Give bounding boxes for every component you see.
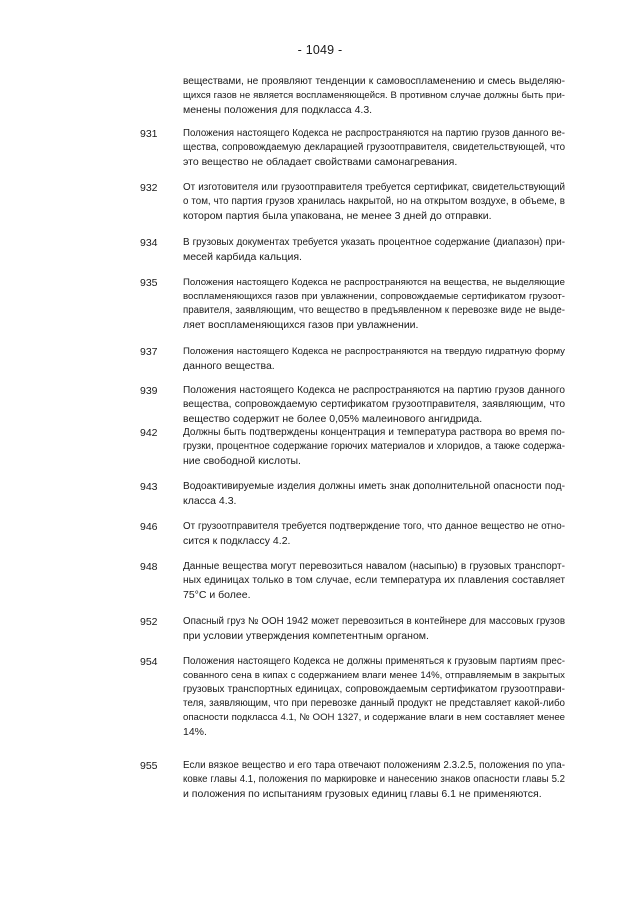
provision-number: 935 <box>140 277 158 289</box>
text-line: От грузоотправителя требуется подтверждение того, что данное вещество не отно- <box>183 521 565 532</box>
provision-text <box>183 560 565 602</box>
text-line: и положения по испытаниям грузовых единиц главы 6.1 не применяются. <box>183 788 542 800</box>
text-line: щества, сопровождаемую декларацией грузоотправителя, свидетельствующей, что <box>183 142 565 153</box>
provision-number: 946 <box>140 521 158 533</box>
text-line: Положения настоящего Кодекса не распространяются на партию грузов данного ве- <box>183 128 565 139</box>
provision-text <box>183 276 565 332</box>
provision-number: 931 <box>140 128 158 140</box>
text-line: грузовых транспортных единицах, сопровождаемым сертификатом грузоотправи- <box>183 684 565 695</box>
page-number: - 1049 - <box>297 43 343 57</box>
provision-number: 942 <box>140 427 158 439</box>
text-line: Должны быть подтверждены концентрация и температура раствора во время по- <box>183 427 565 438</box>
provision-number: 937 <box>140 346 158 358</box>
text-line: ковке главы 4.1, положения по маркировке и нанесению знаков опасности главы 5.2 <box>183 774 565 785</box>
text-line: менены положения для подкласса 4.3. <box>183 104 373 116</box>
provision-text <box>183 480 565 508</box>
provision-text <box>183 127 565 169</box>
text-line: о том, что партия грузов хранилась накрытой, но на открытом воздухе, в объеме, в <box>183 196 565 207</box>
text-line: щихся газов не является воспламеняющейся. В противном случае должны быть при- <box>183 90 565 101</box>
text-line: сится к подклассу 4.2. <box>183 535 291 547</box>
text-line: Опасный груз № ООН 1942 может перевозиться в контейнере для массовых грузов <box>183 616 565 627</box>
provision-text <box>183 426 565 468</box>
provision-number: 954 <box>140 656 158 668</box>
text-line: От изготовителя или грузоотправителя требуется сертификат, свидетельствующий <box>183 182 565 193</box>
text-line: 75°C и более. <box>183 589 251 601</box>
text-line: вещество содержит не более 0,05% малеинового ангидрида. <box>183 413 483 425</box>
text-line: ляет воспламеняющихся газов при увлажнении. <box>183 319 419 331</box>
text-line: Положения настоящего Кодекса не должны применяться к грузовым партиям прес- <box>183 656 565 667</box>
text-line: теля, заявляющим, что при перевозке данный продукт не представляет какой-либо <box>183 698 565 709</box>
provision-text <box>183 384 565 426</box>
text-line: ных единицах только в том случае, если температура их плавления составляет <box>183 575 565 586</box>
provision-text <box>183 759 565 801</box>
text-line: ние свободной кислоты. <box>183 455 301 467</box>
provision-number: 932 <box>140 182 158 194</box>
provision-text <box>183 520 565 548</box>
text-line: правителя, заявляющим, что вещество в предъявленном к перевозке виде не выде- <box>183 305 565 316</box>
provision-number: 934 <box>140 237 158 249</box>
provision-text <box>183 345 565 373</box>
provision-number: 943 <box>140 481 158 493</box>
text-line: это вещество не обладает свойствами самонагревания. <box>183 156 458 168</box>
text-line: воспламеняющихся газов при увлажнении, сопровождаемые сертификатом грузоот- <box>183 291 565 302</box>
text-line: Положения настоящего Кодекса не распространяются на партию грузов данного <box>183 385 565 396</box>
text-line: Водоактивируемые изделия должны иметь знак дополнительной опасности под- <box>183 481 565 492</box>
provision-text <box>183 181 565 223</box>
provision-number: 948 <box>140 561 158 573</box>
text-line: В грузовых документах требуется указать процентное содержание (диапазон) при- <box>183 237 565 248</box>
text-line: месей карбида кальция. <box>183 251 302 263</box>
provision-text <box>183 236 565 264</box>
provision-text <box>183 655 565 739</box>
text-line: опасности подкласса 4.1, № ООН 1327, и содержание влаги в нем составляет менее <box>183 712 565 723</box>
provision-number: 952 <box>140 616 158 628</box>
text-line: котором партия была упакована, не менее 3 дней до отправки. <box>183 210 492 222</box>
text-line: веществами, не проявляют тенденции к самовоспламенению и смесь выделяю- <box>183 76 565 87</box>
provision-number: 955 <box>140 760 158 772</box>
provision-text <box>183 615 565 643</box>
text-line: при условии утверждения компетентным органом. <box>183 630 429 642</box>
text-line: данного вещества. <box>183 360 275 372</box>
text-line: Данные вещества могут перевозиться навалом (насыпью) в грузовых транспорт- <box>183 561 565 572</box>
text-line: вещества, сопровождаемую сертификатом грузоотправителя, заявляющим, что <box>183 399 565 410</box>
text-line: сованного сена в кипах с содержанием влаги менее 14%, отправляемым в закрытых <box>183 670 565 681</box>
provision-number: 939 <box>140 385 158 397</box>
text-line: грузки, процентное содержание горючих материалов и хлоридов, а также содержа- <box>183 441 565 452</box>
text-line: 14%. <box>183 726 207 738</box>
text-line: класса 4.3. <box>183 495 237 507</box>
text-line: Положения настоящего Кодекса не распространяются на твердую гидратную форму <box>183 346 565 357</box>
provision-text <box>183 75 565 117</box>
text-line: Положения настоящего Кодекса не распространяются на вещества, не выделяющие <box>183 277 565 288</box>
text-line: Если вязкое вещество и его тара отвечают положениям 2.3.2.5, положения по упа- <box>183 760 565 771</box>
